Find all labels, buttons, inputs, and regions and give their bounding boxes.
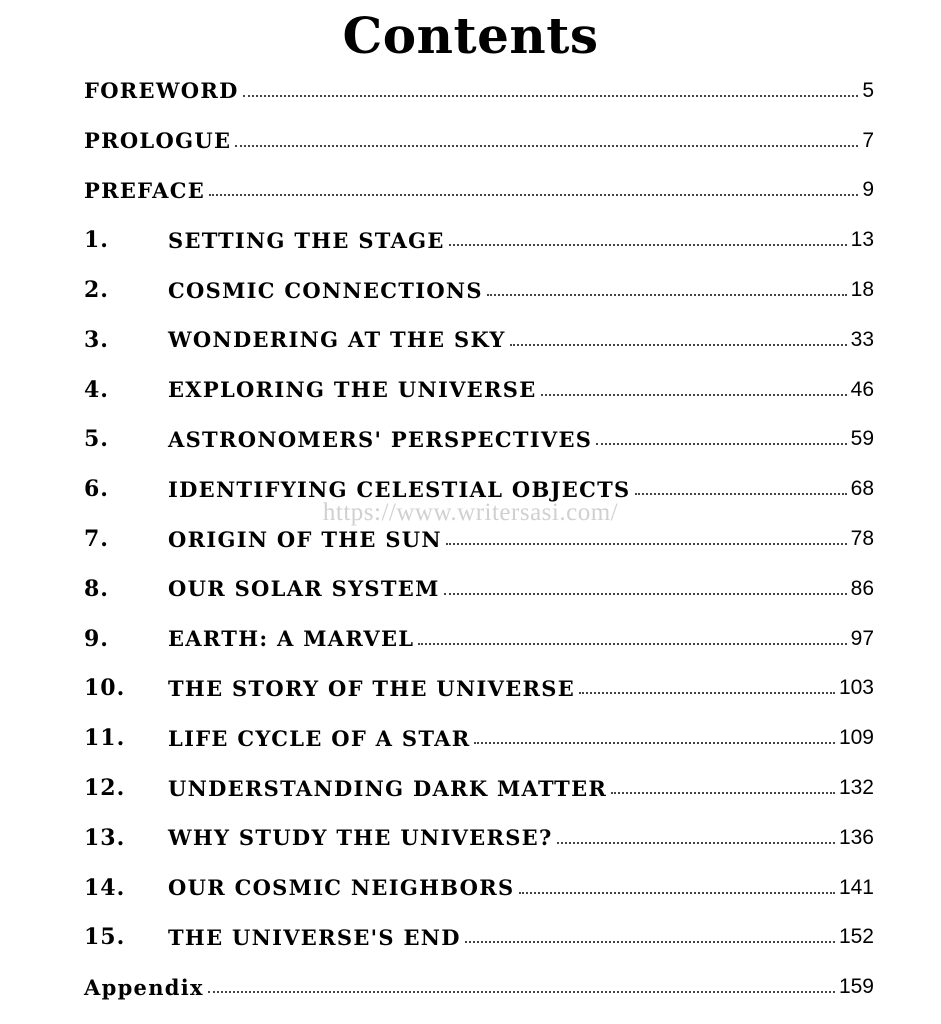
dot-leader xyxy=(487,294,847,296)
toc-page-number: 103 xyxy=(838,676,874,700)
dot-leader xyxy=(449,244,847,246)
toc-entry-chapter-6[interactable] xyxy=(84,464,874,514)
chapter-number: 13. xyxy=(84,824,126,851)
chapter-number: 1. xyxy=(84,227,109,254)
watermark-url: https://www.writersasi.com/ xyxy=(322,499,619,526)
toc-entry-title: THE UNIVERSE'S END xyxy=(168,924,461,950)
toc-entry-foreword[interactable] xyxy=(84,66,874,116)
toc-entry-chapter-15[interactable] xyxy=(84,913,874,963)
dot-leader xyxy=(541,394,847,396)
chapter-number: 7. xyxy=(84,526,109,553)
toc-entry-chapter-1[interactable] xyxy=(84,215,874,265)
dot-leader xyxy=(446,543,847,545)
toc-page-number: 159 xyxy=(838,975,874,999)
toc-page-number: 33 xyxy=(850,327,874,351)
toc-entry-title: IDENTIFYING CELESTIAL OBJECTS xyxy=(168,476,631,502)
chapter-number: 12. xyxy=(84,775,126,802)
chapter-number: 8. xyxy=(84,575,109,602)
toc-page-number: 86 xyxy=(850,576,874,600)
dot-leader xyxy=(235,145,858,147)
toc-entry-chapter-10[interactable] xyxy=(84,664,874,714)
chapter-number: 4. xyxy=(84,376,109,403)
toc-entry-title: PREFACE xyxy=(84,177,206,203)
toc-entry-appendix[interactable] xyxy=(84,962,874,1012)
toc-entry-preface[interactable] xyxy=(84,166,874,216)
toc-entry-chapter-8[interactable] xyxy=(84,564,874,614)
dot-leader xyxy=(635,493,847,495)
toc-entry-title: UNDERSTANDING DARK MATTER xyxy=(168,775,608,801)
chapter-number: 15. xyxy=(84,924,126,951)
page-title: Contents xyxy=(342,6,599,65)
chapter-number: 11. xyxy=(84,725,126,752)
table-of-contents xyxy=(84,66,874,1012)
dot-leader xyxy=(444,593,847,595)
toc-entry-chapter-4[interactable] xyxy=(84,365,874,415)
toc-entry-title: EARTH: A MARVEL xyxy=(168,626,415,652)
chapter-number: 10. xyxy=(84,675,126,702)
chapter-number: 9. xyxy=(84,625,109,652)
toc-page-number: 68 xyxy=(850,477,874,501)
toc-page-number: 97 xyxy=(850,626,874,650)
toc-page-number: 5 xyxy=(862,78,874,102)
chapter-number: 3. xyxy=(84,326,109,353)
toc-page-number: 46 xyxy=(850,377,874,401)
toc-page-number: 132 xyxy=(838,776,874,800)
dot-leader xyxy=(474,742,834,744)
dot-leader xyxy=(611,792,835,794)
toc-page-number: 59 xyxy=(850,427,874,451)
dot-leader xyxy=(510,344,847,346)
toc-entry-title: SETTING THE STAGE xyxy=(168,227,445,253)
toc-entry-chapter-3[interactable] xyxy=(84,315,874,365)
toc-entry-title: OUR SOLAR SYSTEM xyxy=(168,576,440,602)
toc-entry-chapter-11[interactable] xyxy=(84,713,874,763)
dot-leader xyxy=(579,692,835,694)
chapter-number: 2. xyxy=(84,277,109,304)
toc-page-number: 109 xyxy=(838,726,874,750)
dot-leader xyxy=(465,941,835,943)
toc-entry-chapter-14[interactable] xyxy=(84,863,874,913)
toc-entry-title: ORIGIN OF THE SUN xyxy=(168,526,442,552)
toc-entry-chapter-7[interactable] xyxy=(84,514,874,564)
toc-entry-title: OUR COSMIC NEIGHBORS xyxy=(168,875,515,901)
toc-entry-title: THE STORY OF THE UNIVERSE xyxy=(168,675,576,701)
toc-page-number: 7 xyxy=(862,128,874,152)
toc-page-number: 13 xyxy=(850,228,874,252)
toc-entry-chapter-2[interactable] xyxy=(84,265,874,315)
chapter-number: 6. xyxy=(84,476,109,503)
toc-entry-title: FOREWORD xyxy=(84,78,239,104)
toc-entry-chapter-13[interactable] xyxy=(84,813,874,863)
toc-entry-title: PROLOGUE xyxy=(84,128,232,154)
toc-entry-title: Appendix xyxy=(84,974,204,1000)
toc-page-number: 152 xyxy=(838,925,874,949)
toc-entry-title: LIFE CYCLE OF A STAR xyxy=(168,725,471,751)
toc-page-number: 78 xyxy=(850,527,874,551)
toc-page-number: 9 xyxy=(862,178,874,202)
chapter-number: 14. xyxy=(84,874,126,901)
toc-entry-title: COSMIC CONNECTIONS xyxy=(168,277,483,303)
toc-entry-title: ASTRONOMERS' PERSPECTIVES xyxy=(168,426,593,452)
toc-entry-prologue[interactable] xyxy=(84,116,874,166)
dot-leader xyxy=(519,892,835,894)
toc-entry-title: WHY STUDY THE UNIVERSE? xyxy=(168,825,553,851)
dot-leader xyxy=(208,991,835,993)
dot-leader xyxy=(243,95,859,97)
toc-page-number: 136 xyxy=(838,825,874,849)
toc-page-number: 18 xyxy=(850,278,874,302)
toc-page-number: 141 xyxy=(838,875,874,899)
dot-leader xyxy=(557,842,835,844)
dot-leader xyxy=(209,194,858,196)
toc-entry-chapter-5[interactable] xyxy=(84,415,874,465)
chapter-number: 5. xyxy=(84,426,109,453)
dot-leader xyxy=(418,643,846,645)
toc-entry-chapter-12[interactable] xyxy=(84,763,874,813)
dot-leader xyxy=(596,443,846,445)
toc-entry-title: WONDERING AT THE SKY xyxy=(168,327,506,353)
toc-entry-title: EXPLORING THE UNIVERSE xyxy=(168,377,537,403)
toc-entry-chapter-9[interactable] xyxy=(84,614,874,664)
